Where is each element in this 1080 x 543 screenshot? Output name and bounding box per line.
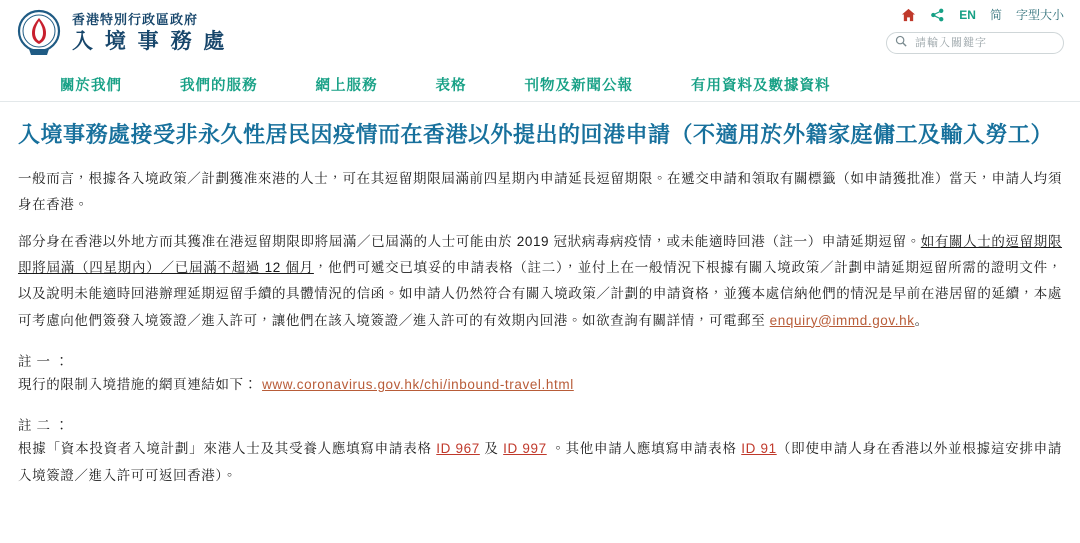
- note-1: [18, 372, 1062, 398]
- search-input[interactable]: [913, 36, 1059, 50]
- nav-item-about-us[interactable]: 關於我們: [60, 78, 122, 94]
- note-2: [18, 436, 1062, 489]
- note-2-part-b: 及: [484, 441, 499, 457]
- paragraph-2-end: 。: [914, 312, 929, 328]
- top-utility-bar: [901, 6, 1064, 23]
- form-id-91-link[interactable]: ID 91: [741, 441, 777, 457]
- page-title: 入境事務處接受非永久性居民因疫情而在香港以外提出的回港申請（不適用於外籍家庭傭工及輸入勞工）: [18, 122, 1054, 147]
- note-1-text: 現行的限制入境措施的網頁連結如下：: [18, 376, 258, 392]
- nav-item-our-services[interactable]: 我們的服務: [180, 78, 258, 94]
- brand-line1: 香港特別行政區政府: [72, 12, 199, 28]
- paragraph-2-part-a: 部分身在香港以外地方而其獲准在港逗留期限即將屆滿／已屆滿的人士可能由於 2019 冠狀病毒病疫情，或未能適時回港（註一）申請延期逗留。: [18, 233, 921, 249]
- paragraph-2-underlined: 如有關人士的逗留期限即將屆滿（四星期內）／已屆滿不超過 12 個月: [18, 233, 1063, 276]
- nav-item-useful-info-statistics[interactable]: 有用資料及數據資料: [691, 78, 831, 94]
- brand[interactable]: [16, 8, 227, 60]
- paragraph-1: 一般而言，根據各入境政策／計劃獲准來港的人士，可在其逗留期限屆滿前四星期內申請延長逗留期限。在遞交申請和領取有關標籤（如申請獲批准）當天，申請人均須身在香港。: [18, 171, 1062, 213]
- coronavirus-inbound-travel-link[interactable]: www.coronavirus.gov.hk/chi/inbound-travel.html: [262, 376, 574, 392]
- nav-item-publications-press[interactable]: 刊物及新聞公報: [524, 78, 633, 94]
- note-1-label: 註 一 ：: [18, 353, 70, 369]
- brand-text: [72, 13, 227, 54]
- paragraph-2-part-b: ，他們可遞交已填妥的申請表格（註二），並付上在一般情況下根據有關入境政策／計劃申請延期逗留所需的證明文件，以及說明未能適時回港辦理延期逗留手續的具體情況的信函。如申請人仍然符合有關入境政策／計劃的申請資格，並獲本處信納他們的情況是早前在港居留的延續，本處可考慮向他們簽發入境簽證／進入許可，讓他們在該入境簽證／進入許可的有效期內回港。如欲查詢有關詳情，可電郵至: [18, 260, 1062, 328]
- note-2-label: 註 二 ：: [18, 418, 70, 434]
- hk-immigration-crest-icon: [16, 8, 62, 60]
- note-2-part-c: 。其他申請人應填寫申請表格: [551, 441, 737, 457]
- form-id-997-link[interactable]: ID 997: [503, 441, 547, 457]
- paragraph-2: [18, 229, 1062, 334]
- search-icon: [895, 34, 907, 52]
- main-navigation: [0, 68, 1080, 102]
- article-content: [0, 102, 1080, 489]
- language-en-link[interactable]: EN: [959, 7, 976, 22]
- note-2-part-d: （即使申請人身在香港以外並根據這安排申請入境簽證／進入許可可返回香港）。: [18, 441, 1063, 483]
- form-id-967-link[interactable]: ID 967: [436, 441, 480, 457]
- home-icon[interactable]: [901, 8, 916, 22]
- enquiry-email-link[interactable]: enquiry@immd.gov.hk: [769, 312, 915, 328]
- share-icon[interactable]: [930, 8, 945, 22]
- font-size-control[interactable]: 字型大小: [1015, 8, 1064, 22]
- site-header: [0, 0, 1080, 68]
- language-sc-link[interactable]: 简: [989, 8, 1002, 22]
- note-2-part-a: 根據「資本投資者入境計劃」來港人士及其受養人應填寫申請表格: [18, 441, 432, 457]
- nav-item-forms[interactable]: 表格: [435, 78, 467, 94]
- brand-line2: 入 境 事 務 處: [72, 30, 228, 54]
- nav-item-online-services[interactable]: 網上服務: [315, 78, 378, 94]
- search-box[interactable]: [886, 32, 1064, 54]
